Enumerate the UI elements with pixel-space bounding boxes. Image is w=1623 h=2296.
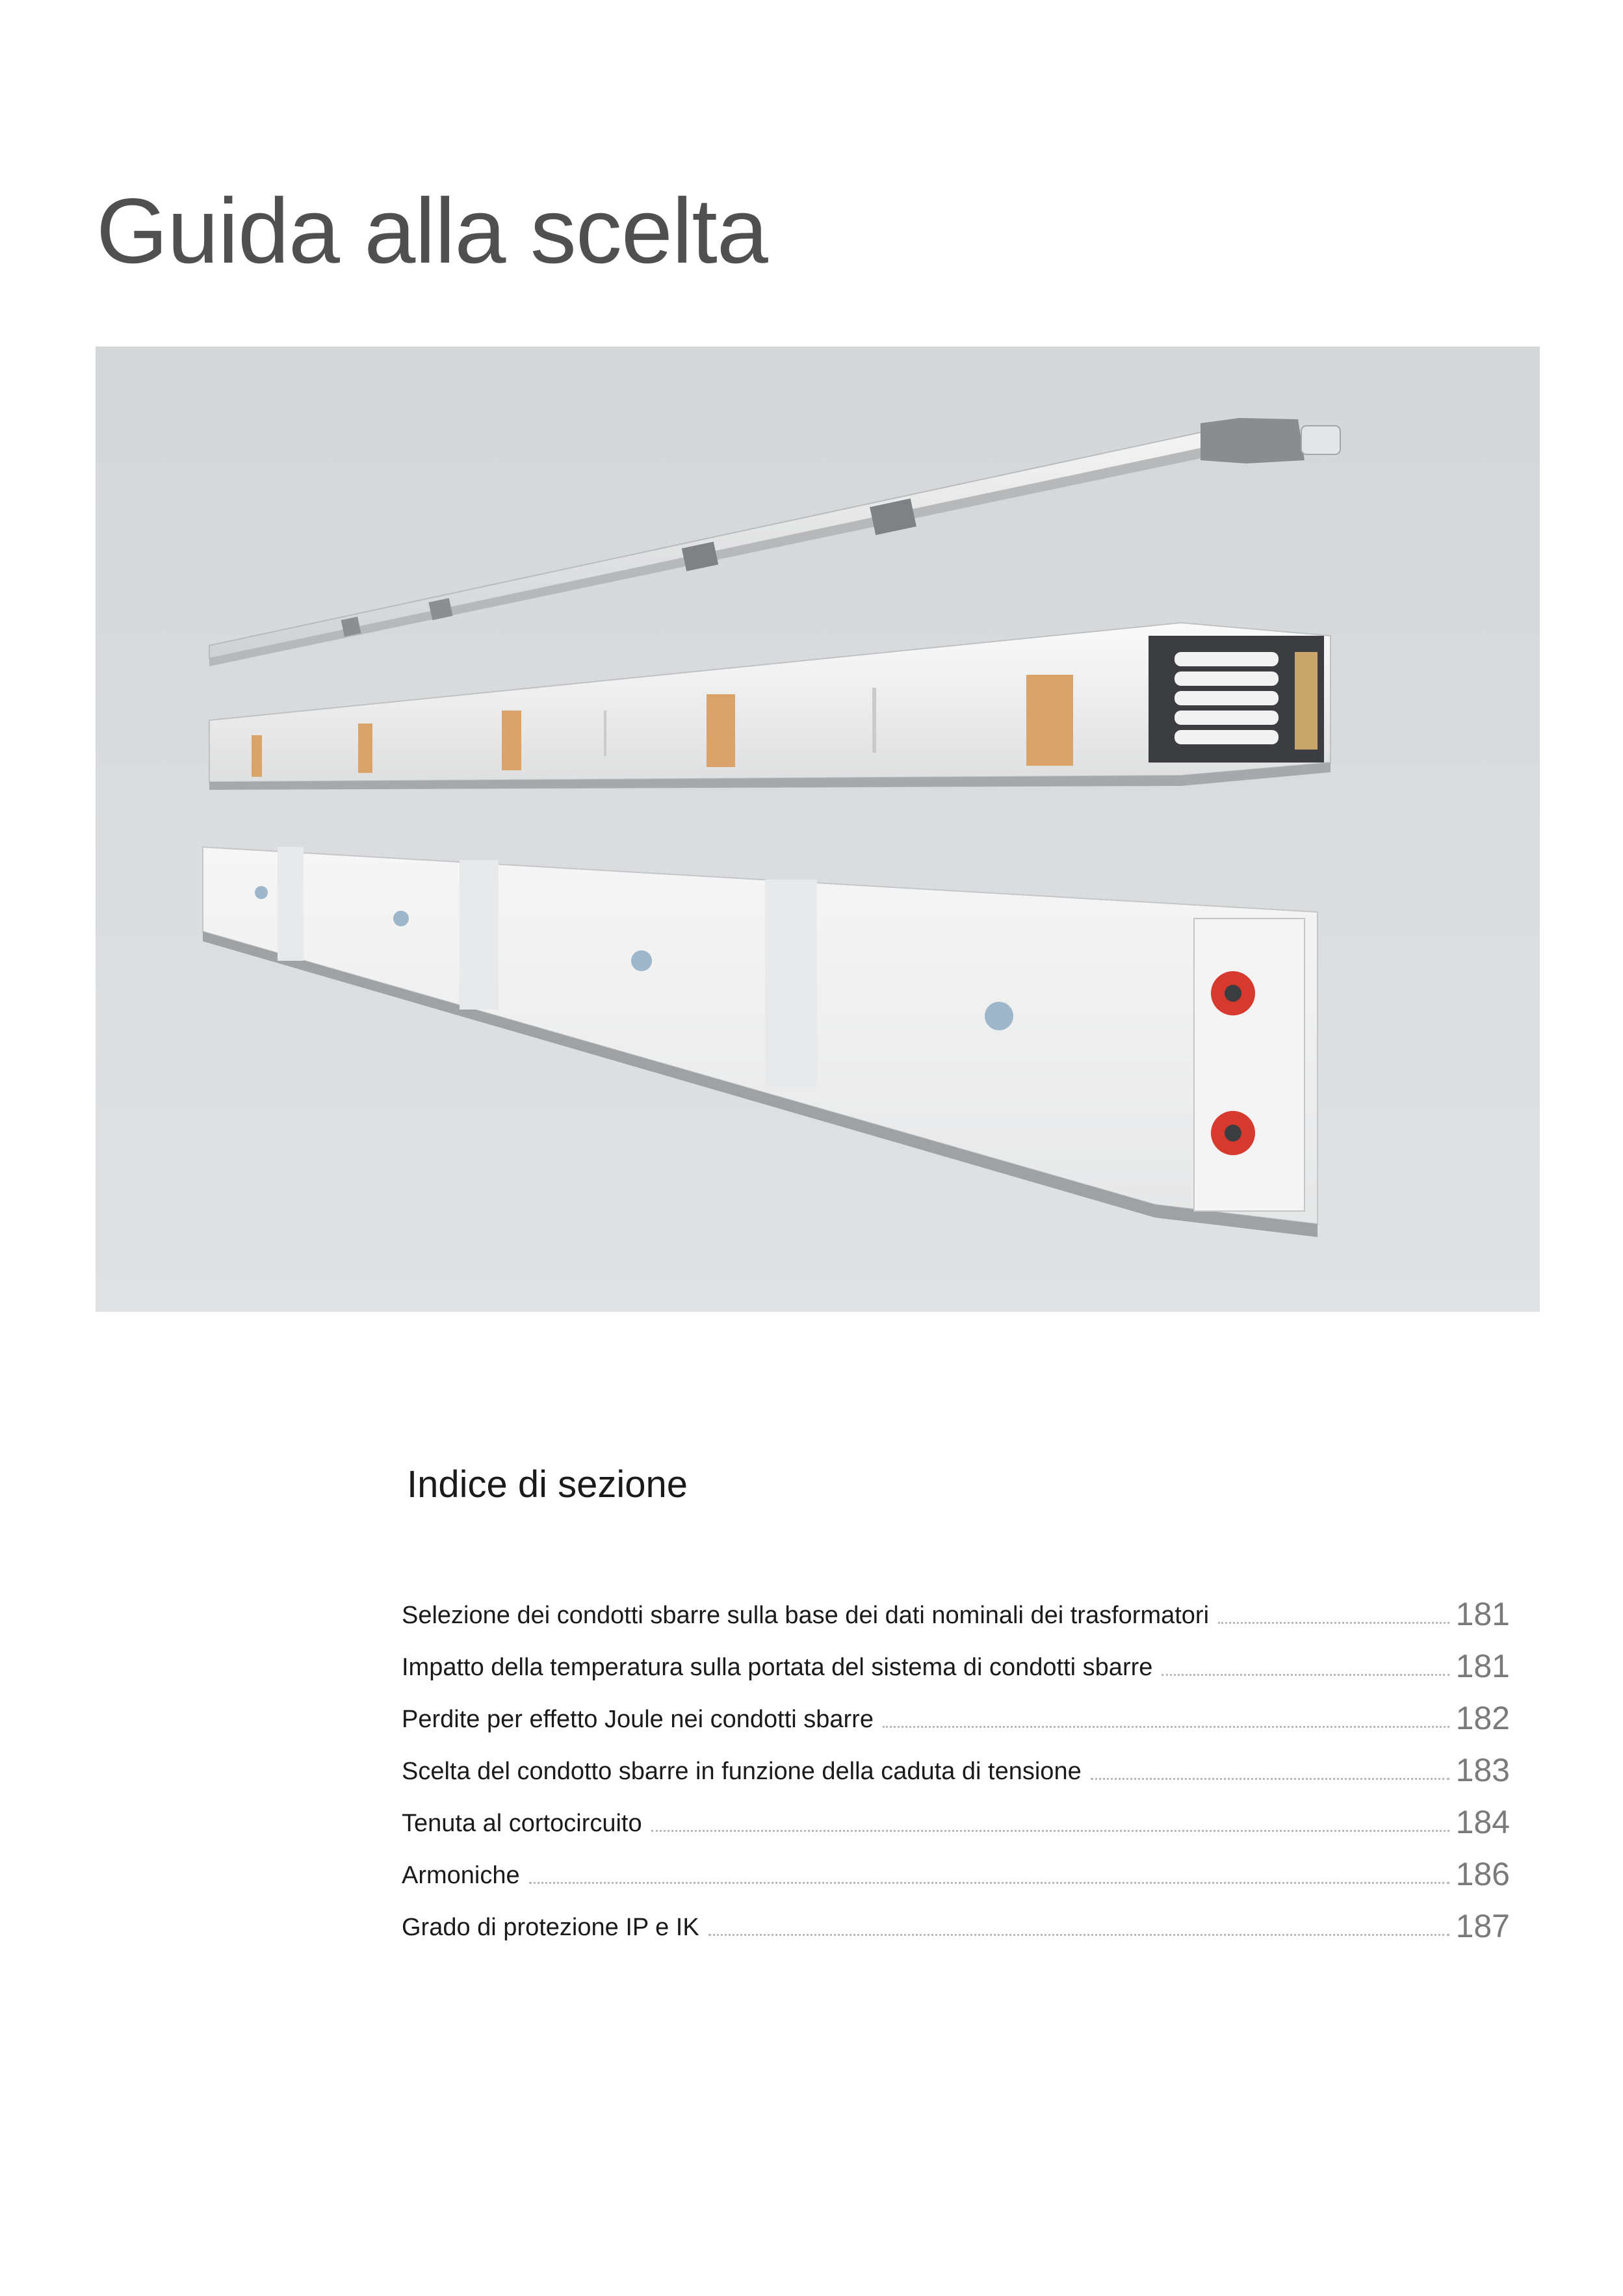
hero-image xyxy=(96,346,1540,1312)
section-index-title: Indice di sezione xyxy=(407,1463,688,1506)
toc-item-page: 187 xyxy=(1455,1908,1510,1944)
toc-item-label: Scelta del condotto sbarre in funzione della caduta di tensione xyxy=(402,1758,1082,1785)
toc-item[interactable] xyxy=(402,1890,1510,1942)
page-title: Guida alla scelta xyxy=(96,179,768,283)
toc-item-leader xyxy=(651,1830,1449,1832)
toc-item-leader xyxy=(529,1882,1449,1884)
toc-item-leader xyxy=(1218,1622,1449,1624)
toc-item-page: 181 xyxy=(1455,1648,1510,1684)
toc-item-leader xyxy=(708,1934,1449,1936)
toc-item-leader xyxy=(883,1726,1449,1728)
toc-item-label: Impatto della temperatura sulla portata del sistema di condotti sbarre xyxy=(402,1654,1153,1681)
toc-item-page: 183 xyxy=(1455,1752,1510,1788)
toc-item[interactable] xyxy=(402,1578,1510,1630)
toc-item-label: Grado di protezione IP e IK xyxy=(402,1914,699,1941)
toc-item[interactable] xyxy=(402,1630,1510,1682)
busbar-trunking-exploded-view-icon xyxy=(96,346,1540,1312)
toc-item-leader xyxy=(1162,1674,1449,1676)
toc-item-label: Armoniche xyxy=(402,1862,520,1889)
toc-item[interactable] xyxy=(402,1682,1510,1734)
toc-item-page: 181 xyxy=(1455,1596,1510,1632)
toc-item-page: 184 xyxy=(1455,1804,1510,1840)
toc-item-page: 182 xyxy=(1455,1700,1510,1736)
toc-item[interactable] xyxy=(402,1786,1510,1838)
toc-item[interactable] xyxy=(402,1838,1510,1890)
toc-item-label: Tenuta al cortocircuito xyxy=(402,1810,642,1837)
toc-item-leader xyxy=(1091,1778,1449,1780)
section-index-list xyxy=(402,1578,1510,1942)
toc-item[interactable] xyxy=(402,1734,1510,1786)
toc-item-page: 186 xyxy=(1455,1856,1510,1892)
toc-item-label: Perdite per effetto Joule nei condotti sbarre xyxy=(402,1706,874,1733)
toc-item-label: Selezione dei condotti sbarre sulla base dei dati nominali dei trasformatori xyxy=(402,1602,1210,1629)
